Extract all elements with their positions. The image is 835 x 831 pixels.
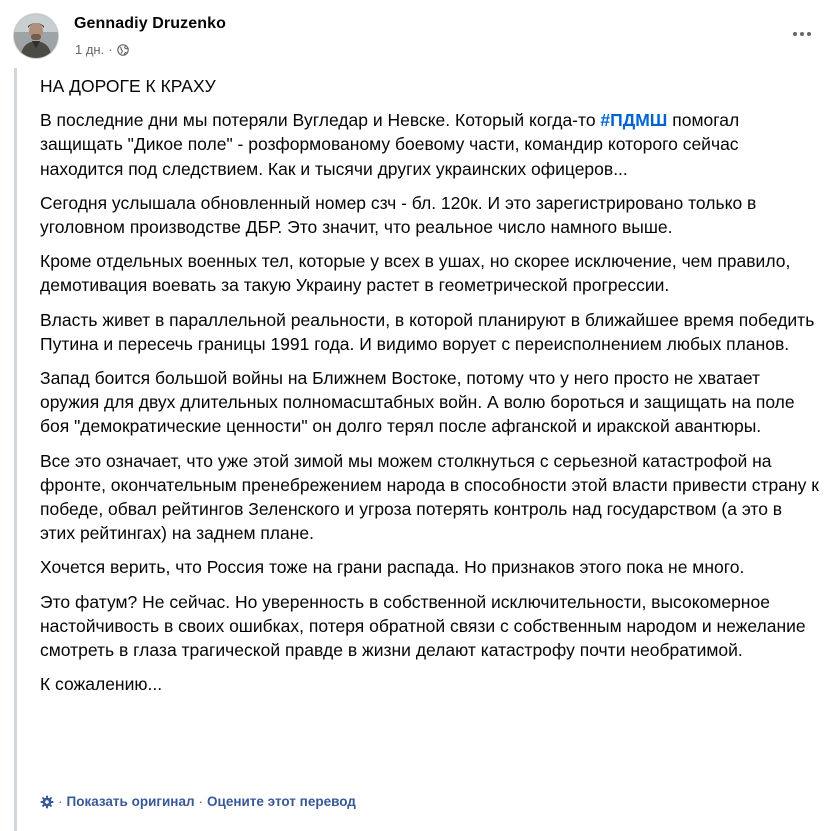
post-header [0,0,835,66]
quote-border [14,68,17,831]
more-options-icon[interactable] [788,20,816,48]
post-meta [75,42,129,57]
meta-separator: · [108,42,113,57]
post-paragraph-1 [40,108,822,181]
translate-separator-2: · [198,794,204,809]
post-timestamp[interactable]: 1 дн. [75,42,105,57]
rate-translation-link[interactable]: Оцените этот перевод [207,794,356,809]
globe-icon[interactable] [117,44,129,56]
paragraph-1-text-start: В последние дни мы потеряли Вугледар и Невске. Который когда-то [40,110,601,131]
post-body [40,74,822,706]
post-paragraph-9: К сожалению... [40,674,163,695]
post-title: НА ДОРОГЕ К КРАХУ [40,76,216,96]
translate-settings-icon[interactable] [40,795,54,809]
post-paragraph-2: Сегодня услышала обновленный номер сзч - бл. 120к. И это зарегистрировано только в уголовном производстве ДБР. Это значит, что реальное число намного выше. [40,192,757,238]
post-paragraph-4: Власть живет в параллельной реальности, в которой планируют в ближайшее время победить Путина и пересечь границы 1991 года. И видимо ворует с переисполнением любых планов. [40,309,815,354]
post-paragraph-7: Хочется верить, что Россия тоже на грани распада. Но признаков этого пока не много. [40,557,745,578]
translation-bar [40,794,356,809]
post-paragraph-3: Кроме отдельных военных тел, которые у всех в ушах, но скорее исключение, чем правило, демотивация воевать за такую Украину растет в геометрической прогрессии. [40,251,791,296]
paragraph-1-text-end: помогал защищать "Дикое поле" - розформованому боевому части, командир которого сейчас находится под следствием. Как и тысячи других украинских офицеров... [40,110,740,179]
author-avatar[interactable] [14,14,58,58]
hashtag-link[interactable]: #ПДМШ [600,110,668,131]
translate-separator-1: · [58,794,63,809]
post-paragraph-5: Запад боится большой войны на Ближнем Востоке, потому что у него просто не хватает оружия для двух длительных полномасштабных войн. А волю бороться и защищать на поле боя "демократические ценности" он долго терял после афганской и иракской авантюры. [40,368,795,437]
author-name[interactable]: Gennadiy Druzenko [74,15,226,32]
avatar-photo-icon [14,14,58,58]
show-original-link[interactable]: Показать оригинал [66,794,195,809]
post-paragraph-8: Это фатум? Не сейчас. Но уверенность в собственной исключительности, высокомерное настойчивость в своих ошибках, потеря обратной связи с собственным народом и нежелание смотреть в глаза трагической правде в жизни делают катастрофу почти необратимой. [40,591,806,661]
post-paragraph-6: Все это означает, что уже этой зимой мы можем столкнуться с серьезной катастрофой на фронте, окончательным пренебрежением народа в способности этой власти привести страну к победе, обвал рейтингов Зеленского и угроза потерять контроль над государством (а это в этих рейтингах) на заднем плане. [40,450,819,544]
